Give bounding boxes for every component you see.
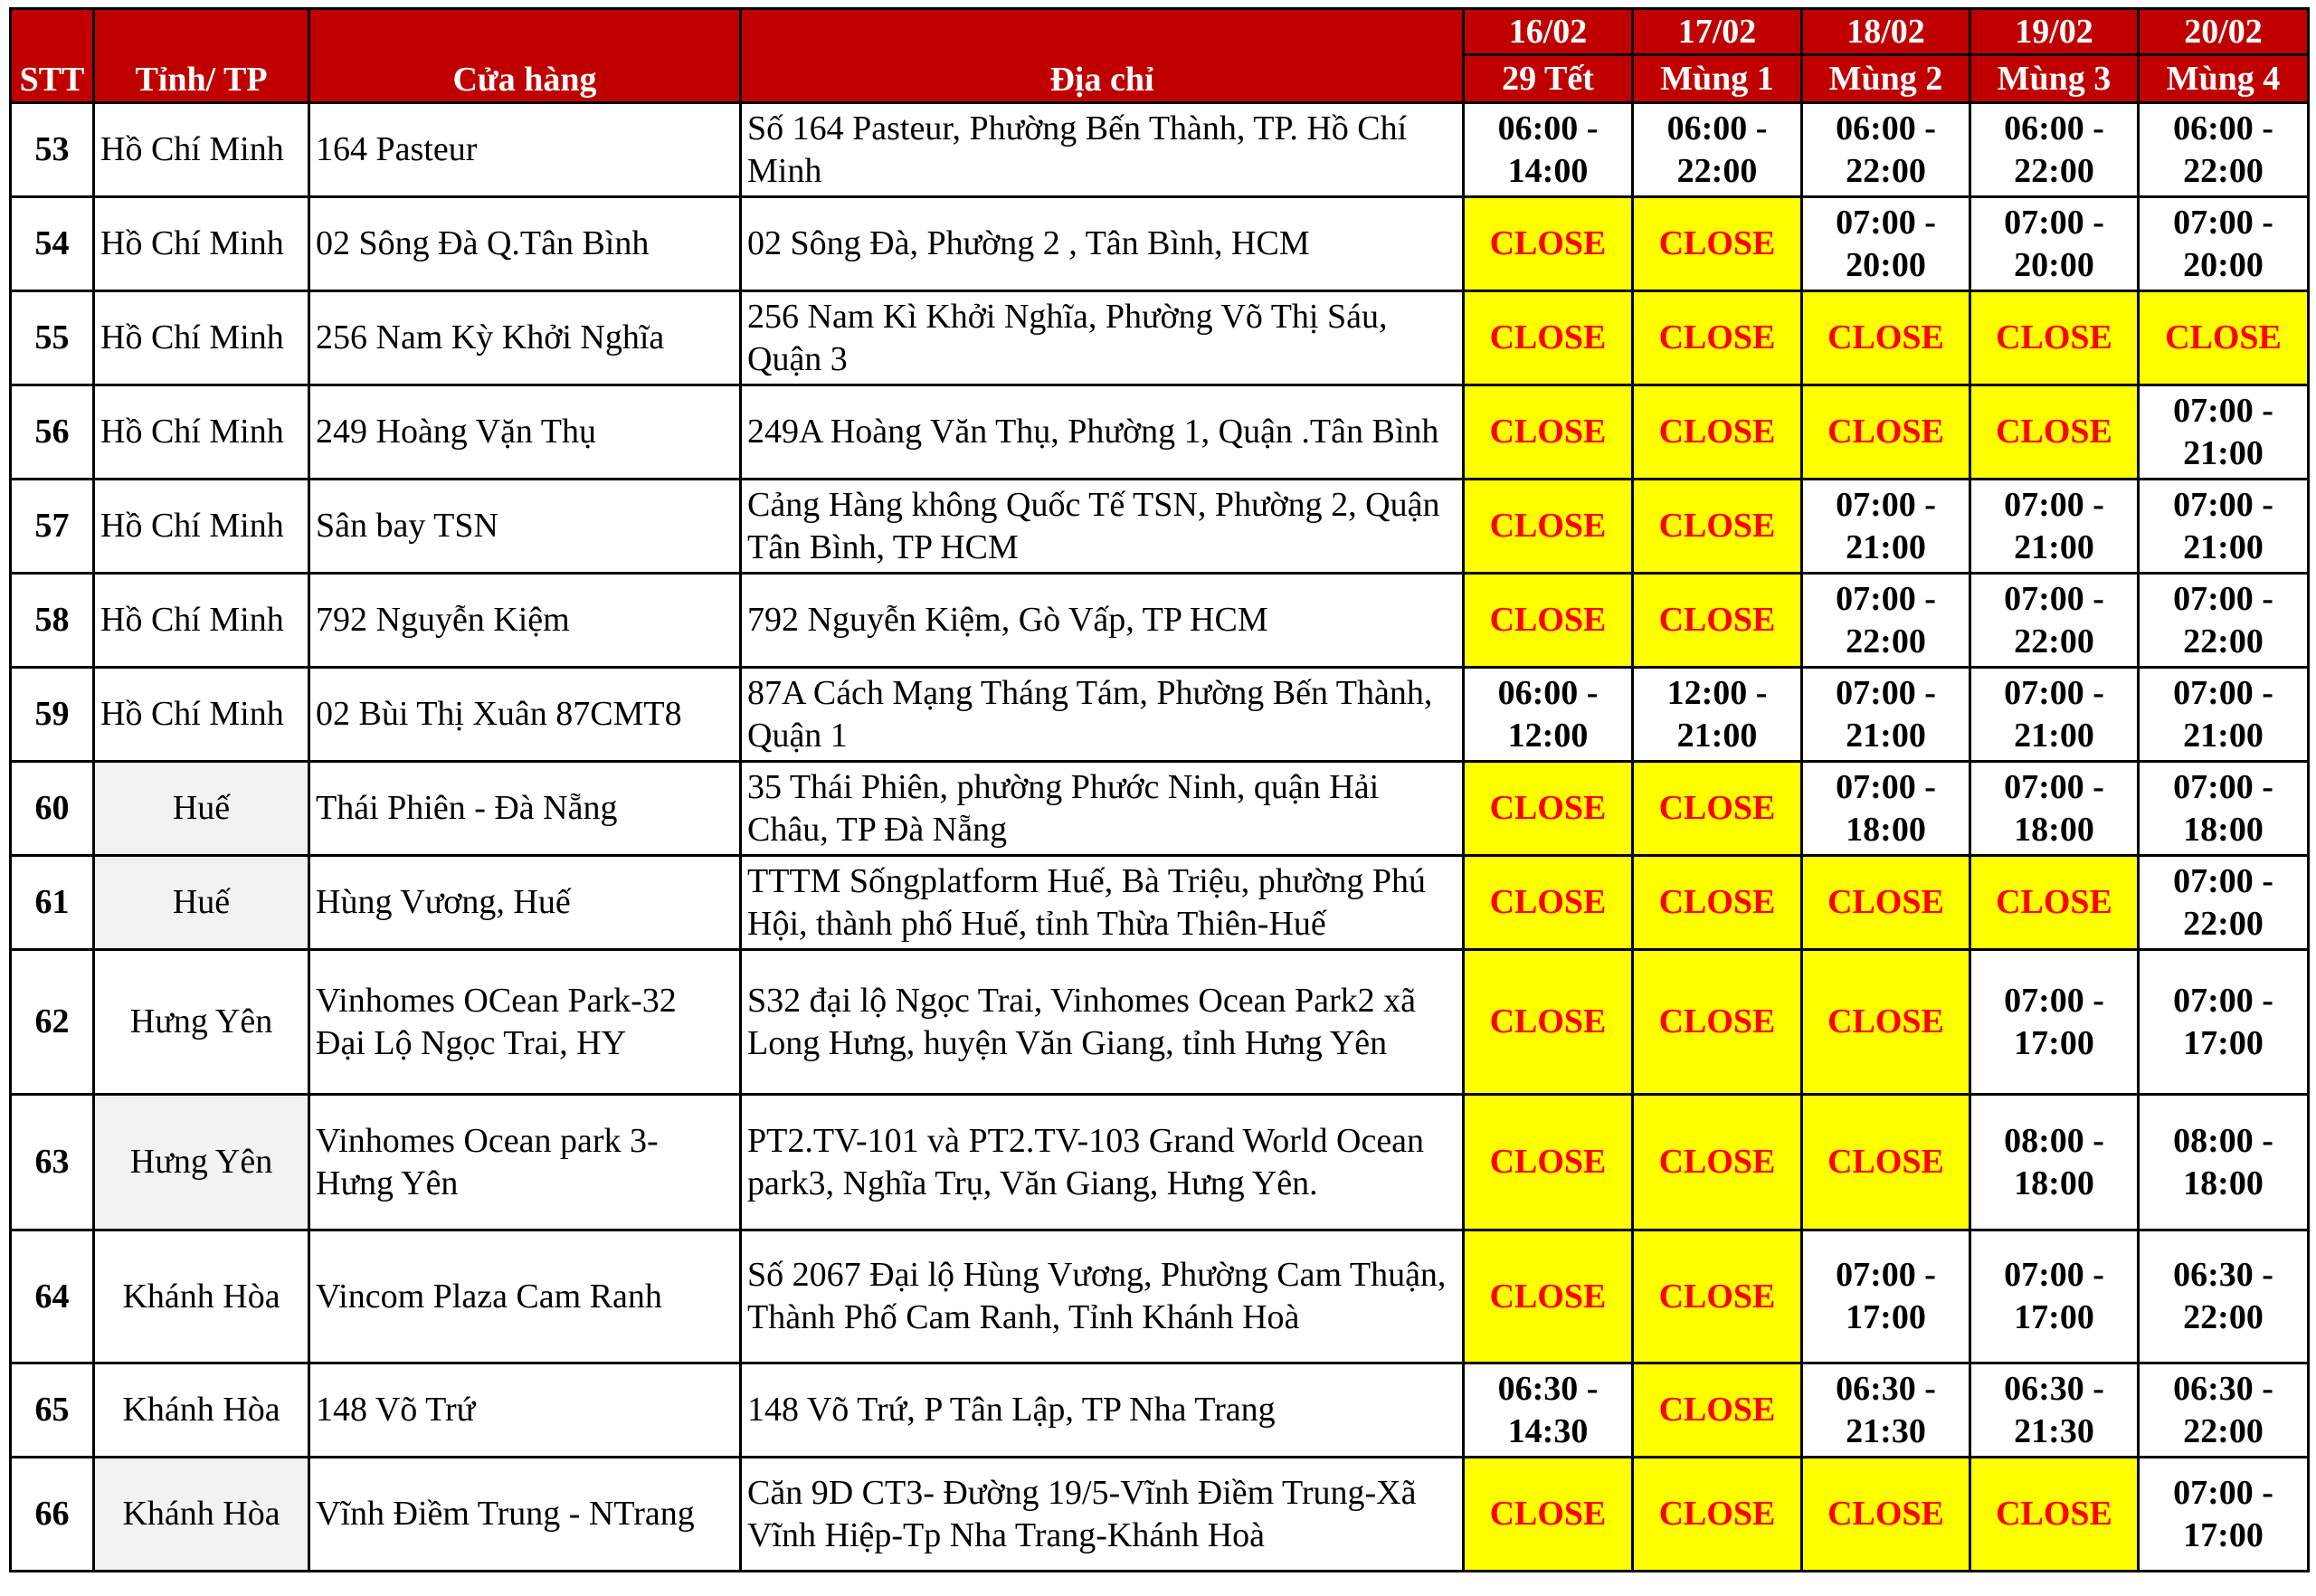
header-date: 17/02 <box>1633 9 1802 55</box>
row-stt: 55 <box>11 291 94 385</box>
row-province: Khánh Hòa <box>94 1458 309 1572</box>
row-hours: 07:00 - 21:00 <box>2139 668 2309 762</box>
row-address: Căn 9D CT3- Đường 19/5-Vĩnh Điềm Trung-Xã Vĩnh Hiệp-Tp Nha Trang-Khánh Hoà <box>741 1458 1464 1572</box>
row-hours: 07:00 - 22:00 <box>1802 574 1970 668</box>
header-stt: STT <box>11 9 94 103</box>
row-hours: 07:00 - 17:00 <box>2139 1458 2309 1572</box>
row-hours: 12:00 - 21:00 <box>1633 668 1802 762</box>
row-stt: 58 <box>11 574 94 668</box>
row-address: TTTM Sốngplatform Huế, Bà Triệu, phường Phú Hội, thành phố Huế, tỉnh Thừa Thiên-Huế <box>741 856 1464 950</box>
store-hours-table-container <box>9 7 2307 1572</box>
row-address: Cảng Hàng không Quốc Tế TSN, Phường 2, Quận Tân Bình, TP HCM <box>741 480 1464 574</box>
table-row <box>11 1458 2309 1572</box>
closed-badge: CLOSE <box>1633 197 1802 291</box>
row-hours: 07:00 - 21:00 <box>1802 668 1970 762</box>
row-hours: 07:00 - 17:00 <box>2139 950 2309 1095</box>
row-hours: 07:00 - 17:00 <box>1802 1230 1970 1363</box>
row-province: Hồ Chí Minh <box>94 291 309 385</box>
row-province: Hưng Yên <box>94 950 309 1095</box>
row-stt: 57 <box>11 480 94 574</box>
row-province: Hồ Chí Minh <box>94 668 309 762</box>
row-address: 148 Võ Trứ, P Tân Lập, TP Nha Trang <box>741 1363 1464 1458</box>
closed-badge: CLOSE <box>1464 574 1633 668</box>
row-hours: 06:00 - 22:00 <box>2139 103 2309 197</box>
table-row <box>11 480 2309 574</box>
table-row <box>11 291 2309 385</box>
row-hours: 06:00 - 14:00 <box>1464 103 1633 197</box>
closed-badge: CLOSE <box>1802 1095 1970 1230</box>
row-store: Vincom Plaza Cam Ranh <box>309 1230 741 1363</box>
table-row <box>11 574 2309 668</box>
closed-badge: CLOSE <box>1464 762 1633 856</box>
row-store: Vĩnh Điềm Trung - NTrang <box>309 1458 741 1572</box>
table-row <box>11 762 2309 856</box>
row-store: Thái Phiên - Đà Nẵng <box>309 762 741 856</box>
row-store: 256 Nam Kỳ Khởi Nghĩa <box>309 291 741 385</box>
closed-badge: CLOSE <box>1464 1095 1633 1230</box>
row-address: S32 đại lộ Ngọc Trai, Vinhomes Ocean Park2 xã Long Hưng, huyện Văn Giang, tỉnh Hưng Yên <box>741 950 1464 1095</box>
row-hours: 06:00 - 22:00 <box>1633 103 1802 197</box>
table-row <box>11 950 2309 1095</box>
row-province: Hồ Chí Minh <box>94 103 309 197</box>
row-hours: 07:00 - 18:00 <box>2139 762 2309 856</box>
row-hours: 07:00 - 18:00 <box>1802 762 1970 856</box>
header-store: Cửa hàng <box>309 9 741 103</box>
row-hours: 07:00 - 21:00 <box>2139 480 2309 574</box>
row-address: 87A Cách Mạng Tháng Tám, Phường Bến Thành, Quận 1 <box>741 668 1464 762</box>
closed-badge: CLOSE <box>1970 291 2139 385</box>
closed-badge: CLOSE <box>1464 385 1633 480</box>
row-address: 249A Hoàng Văn Thụ, Phường 1, Quận .Tân Bình <box>741 385 1464 480</box>
row-hours: 07:00 - 21:00 <box>1802 480 1970 574</box>
row-hours: 06:30 - 21:30 <box>1970 1363 2139 1458</box>
header-province: Tỉnh/ TP <box>94 9 309 103</box>
closed-badge: CLOSE <box>1633 950 1802 1095</box>
row-province: Hồ Chí Minh <box>94 480 309 574</box>
closed-badge: CLOSE <box>1633 291 1802 385</box>
closed-badge: CLOSE <box>1633 1363 1802 1458</box>
row-hours: 06:30 - 22:00 <box>2139 1363 2309 1458</box>
row-store: 148 Võ Trứ <box>309 1363 741 1458</box>
row-province: Huế <box>94 762 309 856</box>
row-hours: 07:00 - 21:00 <box>1970 668 2139 762</box>
closed-badge: CLOSE <box>1464 1458 1633 1572</box>
row-hours: 08:00 - 18:00 <box>2139 1095 2309 1230</box>
row-store: Vinhomes Ocean park 3- Hưng Yên <box>309 1095 741 1230</box>
row-address: 256 Nam Kì Khởi Nghĩa, Phường Võ Thị Sáu, Quận 3 <box>741 291 1464 385</box>
table-row <box>11 1230 2309 1363</box>
row-stt: 64 <box>11 1230 94 1363</box>
table-row <box>11 197 2309 291</box>
table-row <box>11 103 2309 197</box>
row-address: Số 164 Pasteur, Phường Bến Thành, TP. Hồ Chí Minh <box>741 103 1464 197</box>
header-date: 20/02 <box>2139 9 2309 55</box>
row-hours: 07:00 - 22:00 <box>2139 574 2309 668</box>
row-hours: 07:00 - 20:00 <box>1970 197 2139 291</box>
row-stt: 63 <box>11 1095 94 1230</box>
row-stt: 61 <box>11 856 94 950</box>
table-row <box>11 1095 2309 1230</box>
row-hours: 07:00 - 22:00 <box>2139 856 2309 950</box>
closed-badge: CLOSE <box>1802 385 1970 480</box>
closed-badge: CLOSE <box>1633 480 1802 574</box>
row-store: 249 Hoàng Vặn Thụ <box>309 385 741 480</box>
row-hours: 06:00 - 12:00 <box>1464 668 1633 762</box>
row-province: Hồ Chí Minh <box>94 197 309 291</box>
table-row <box>11 1363 2309 1458</box>
closed-badge: CLOSE <box>1464 480 1633 574</box>
closed-badge: CLOSE <box>1802 1458 1970 1572</box>
closed-badge: CLOSE <box>1970 1458 2139 1572</box>
row-province: Hồ Chí Minh <box>94 385 309 480</box>
row-stt: 56 <box>11 385 94 480</box>
row-address: PT2.TV-101 và PT2.TV-103 Grand World Ocean park3, Nghĩa Trụ, Văn Giang, Hưng Yên. <box>741 1095 1464 1230</box>
row-province: Khánh Hòa <box>94 1363 309 1458</box>
row-store: 792 Nguyễn Kiệm <box>309 574 741 668</box>
row-province: Khánh Hòa <box>94 1230 309 1363</box>
table-header <box>11 9 2309 103</box>
row-hours: 06:30 - 22:00 <box>2139 1230 2309 1363</box>
row-hours: 06:00 - 22:00 <box>1970 103 2139 197</box>
header-day: Mùng 3 <box>1970 55 2139 103</box>
row-store: Sân bay TSN <box>309 480 741 574</box>
closed-badge: CLOSE <box>1802 950 1970 1095</box>
closed-badge: CLOSE <box>1464 950 1633 1095</box>
closed-badge: CLOSE <box>1464 197 1633 291</box>
header-day: 29 Tết <box>1464 55 1633 103</box>
header-date: 16/02 <box>1464 9 1633 55</box>
header-day: Mùng 4 <box>2139 55 2309 103</box>
row-hours: 07:00 - 21:00 <box>1970 480 2139 574</box>
row-hours: 06:30 - 21:30 <box>1802 1363 1970 1458</box>
row-address: 35 Thái Phiên, phường Phước Ninh, quận Hải Châu, TP Đà Nẵng <box>741 762 1464 856</box>
closed-badge: CLOSE <box>1633 1458 1802 1572</box>
row-stt: 66 <box>11 1458 94 1572</box>
row-stt: 54 <box>11 197 94 291</box>
row-province: Hưng Yên <box>94 1095 309 1230</box>
closed-badge: CLOSE <box>2139 291 2309 385</box>
row-stt: 60 <box>11 762 94 856</box>
closed-badge: CLOSE <box>1633 856 1802 950</box>
row-hours: 06:00 - 22:00 <box>1802 103 1970 197</box>
header-address: Địa chỉ <box>741 9 1464 103</box>
row-hours: 07:00 - 17:00 <box>1970 1230 2139 1363</box>
closed-badge: CLOSE <box>1633 574 1802 668</box>
table-row <box>11 856 2309 950</box>
header-row-dates <box>11 9 2309 55</box>
table-body <box>11 103 2309 1572</box>
row-province: Hồ Chí Minh <box>94 574 309 668</box>
row-address: Số 2067 Đại lộ Hùng Vương, Phường Cam Thuận, Thành Phố Cam Ranh, Tỉnh Khánh Hoà <box>741 1230 1464 1363</box>
closed-badge: CLOSE <box>1633 762 1802 856</box>
header-day: Mùng 2 <box>1802 55 1970 103</box>
row-hours: 07:00 - 20:00 <box>2139 197 2309 291</box>
closed-badge: CLOSE <box>1970 385 2139 480</box>
closed-badge: CLOSE <box>1633 385 1802 480</box>
row-province: Huế <box>94 856 309 950</box>
row-address: 02 Sông Đà, Phường 2 , Tân Bình, HCM <box>741 197 1464 291</box>
row-hours: 07:00 - 22:00 <box>1970 574 2139 668</box>
row-store: 164 Pasteur <box>309 103 741 197</box>
row-stt: 59 <box>11 668 94 762</box>
row-stt: 65 <box>11 1363 94 1458</box>
table-row <box>11 385 2309 480</box>
row-store: 02 Bùi Thị Xuân 87CMT8 <box>309 668 741 762</box>
closed-badge: CLOSE <box>1633 1230 1802 1363</box>
closed-badge: CLOSE <box>1633 1095 1802 1230</box>
header-date: 18/02 <box>1802 9 1970 55</box>
closed-badge: CLOSE <box>1970 856 2139 950</box>
row-hours: 07:00 - 17:00 <box>1970 950 2139 1095</box>
row-hours: 08:00 - 18:00 <box>1970 1095 2139 1230</box>
closed-badge: CLOSE <box>1464 1230 1633 1363</box>
row-stt: 53 <box>11 103 94 197</box>
table-row <box>11 668 2309 762</box>
row-hours: 07:00 - 18:00 <box>1970 762 2139 856</box>
header-date: 19/02 <box>1970 9 2139 55</box>
row-store: Vinhomes OCean Park-32 Đại Lộ Ngọc Trai, HY <box>309 950 741 1095</box>
row-hours: 07:00 - 20:00 <box>1802 197 1970 291</box>
closed-badge: CLOSE <box>1802 856 1970 950</box>
row-address: 792 Nguyễn Kiệm, Gò Vấp, TP HCM <box>741 574 1464 668</box>
row-hours: 07:00 - 21:00 <box>2139 385 2309 480</box>
row-store: 02 Sông Đà Q.Tân Bình <box>309 197 741 291</box>
closed-badge: CLOSE <box>1464 856 1633 950</box>
store-hours-table <box>9 7 2310 1572</box>
closed-badge: CLOSE <box>1464 291 1633 385</box>
row-hours: 06:30 - 14:30 <box>1464 1363 1633 1458</box>
row-stt: 62 <box>11 950 94 1095</box>
header-day: Mùng 1 <box>1633 55 1802 103</box>
closed-badge: CLOSE <box>1802 291 1970 385</box>
row-store: Hùng Vương, Huế <box>309 856 741 950</box>
